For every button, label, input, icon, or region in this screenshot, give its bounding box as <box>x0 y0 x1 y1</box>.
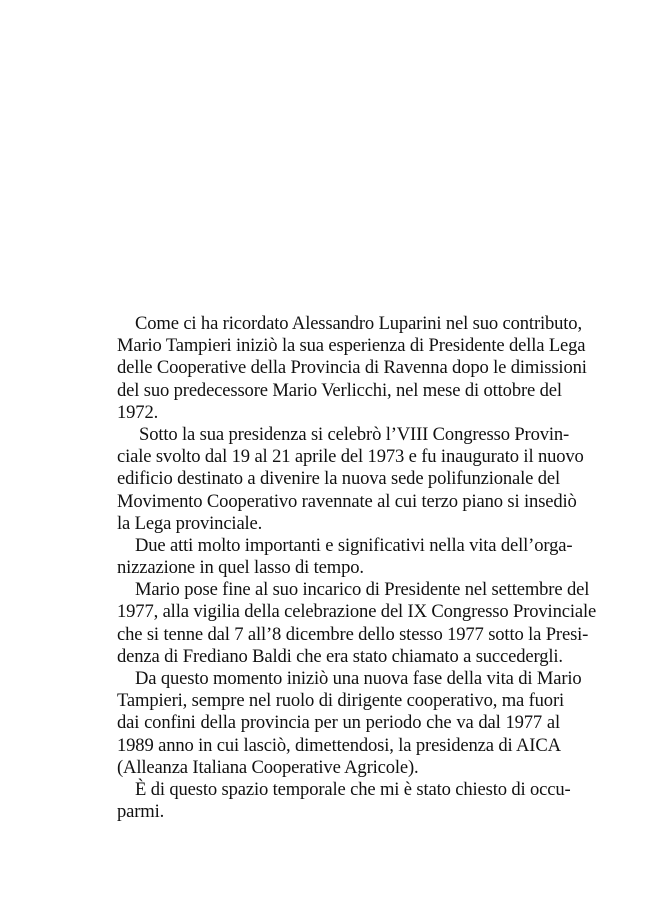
text-line: edificio destinato a divenire la nuova sede polifunzionale del <box>117 468 560 490</box>
text-line: Mario pose fine al suo incarico di Presidente nel settembre del <box>135 579 590 601</box>
text-line: È di questo spazio temporale che mi è stato chiesto di occu- <box>135 778 571 800</box>
text-line: dai confini della provincia per un periodo che va dal 1977 al <box>117 712 560 734</box>
text-line: Tampieri, sempre nel ruolo di dirigente cooperativo, ma fuori <box>117 690 565 712</box>
text-line: del suo predecessore Mario Verlicchi, nel mese di ottobre del <box>117 379 562 401</box>
text-line: la Lega provinciale. <box>117 512 263 534</box>
text-line: Movimento Cooperativo ravennate al cui terzo piano si insediò <box>117 490 577 512</box>
text-line: delle Cooperative della Provincia di Ravenna dopo le dimissioni <box>117 357 587 379</box>
text-line: (Alleanza Italiana Cooperative Agricole). <box>117 756 419 778</box>
body-text <box>117 313 597 823</box>
text-line: 1972. <box>117 401 159 423</box>
text-line: 1989 anno in cui lasciò, dimettendosi, la presidenza di AICA <box>117 734 561 756</box>
text-line: Sotto la sua presidenza si celebrò l’VIII Congresso Provin- <box>139 423 570 445</box>
text-line: Come ci ha ricordato Alessandro Luparini nel suo contributo, <box>135 313 582 334</box>
text-line: nizzazione in quel lasso di tempo. <box>117 557 364 579</box>
text-line: Da questo momento iniziò una nuova fase della vita di Mario <box>135 668 582 689</box>
text-line: parmi. <box>117 801 165 823</box>
text-line: denza di Frediano Baldi che era stato chiamato a succedergli. <box>117 645 563 667</box>
text-line: 1977, alla vigilia della celebrazione del IX Congresso Provinciale <box>117 601 597 623</box>
text-line: Mario Tampieri iniziò la sua esperienza di Presidente della Lega <box>117 335 586 357</box>
text-line: ciale svolto dal 19 al 21 aprile del 1973 e fu inaugurato il nuovo <box>117 446 584 468</box>
text-line: che si tenne dal 7 all’8 dicembre dello stesso 1977 sotto la Presi- <box>117 623 589 645</box>
text-line: Due atti molto importanti e significativi nella vita dell’orga- <box>135 534 573 556</box>
